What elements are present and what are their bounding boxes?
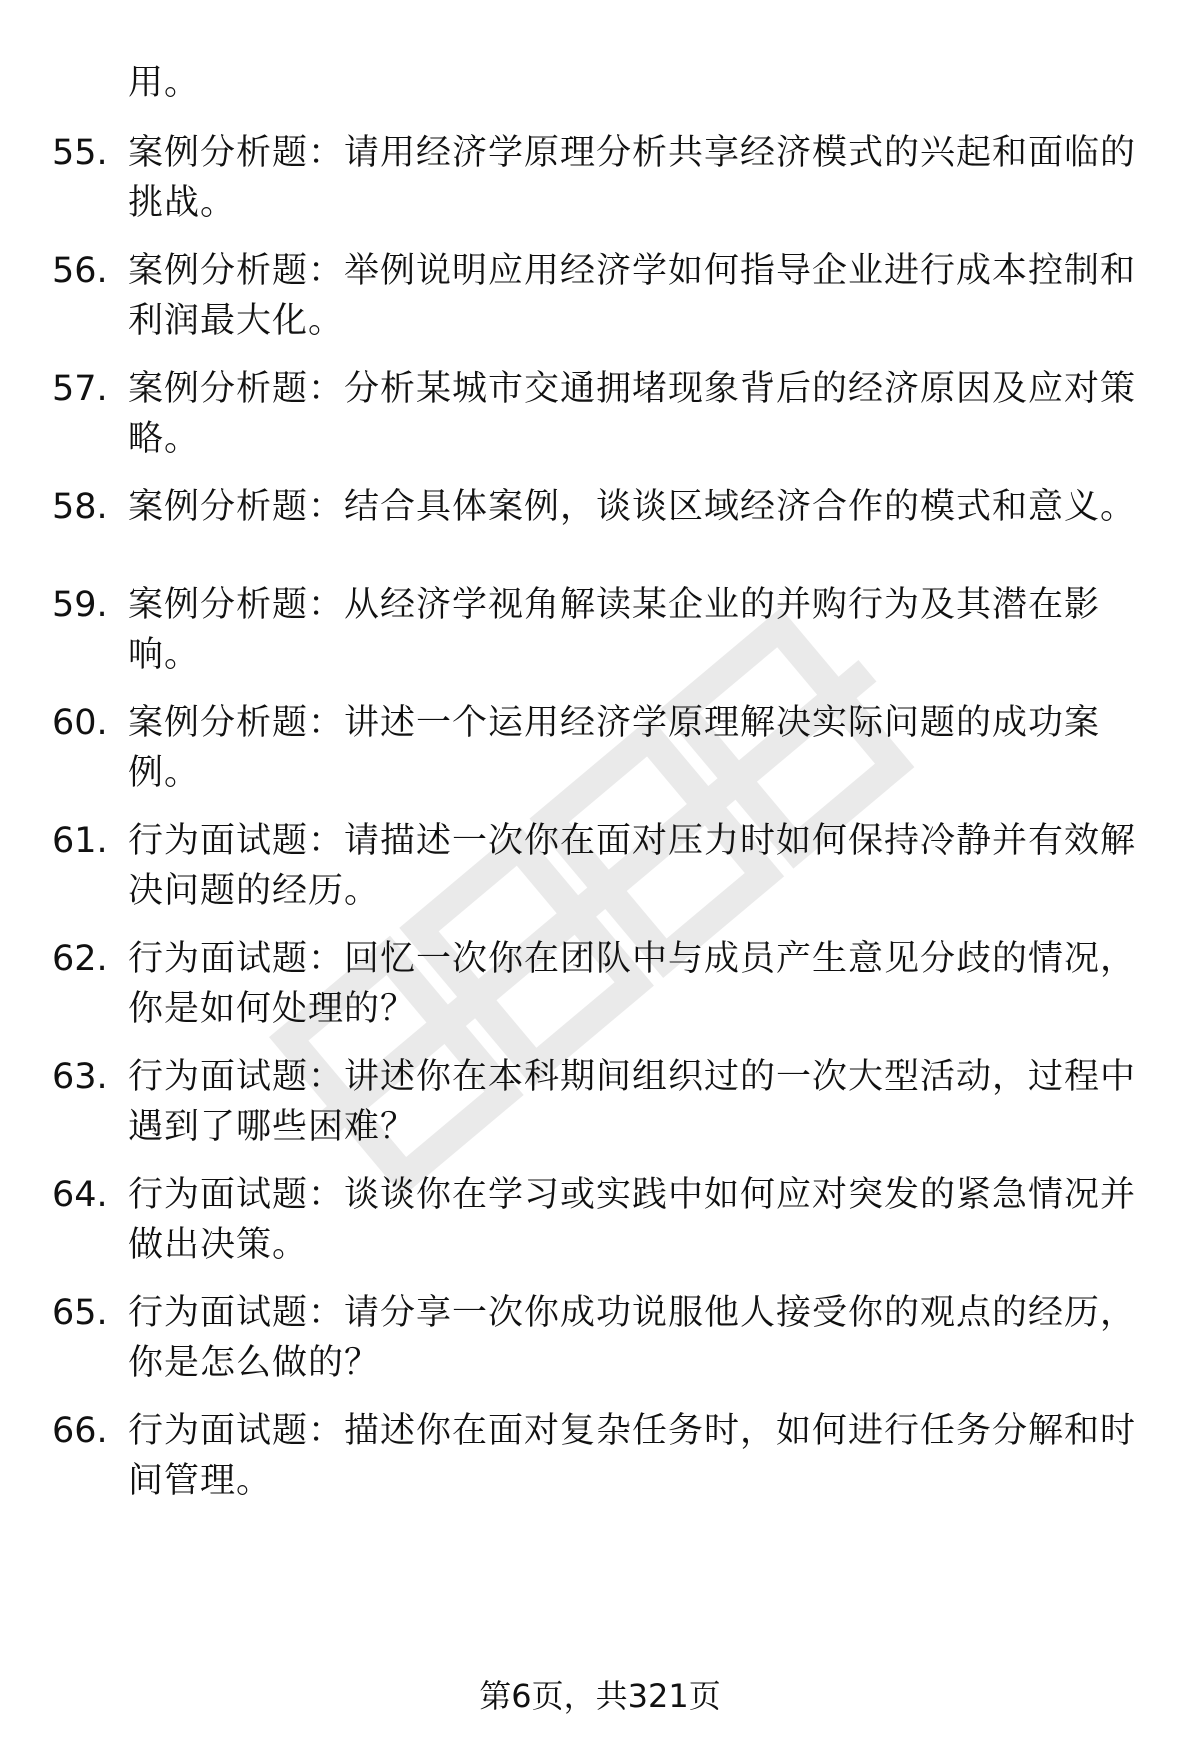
question-text: [128, 816, 1138, 916]
question-line: 遇到了哪些困难？: [128, 1107, 417, 1147]
question-text: [128, 482, 1138, 532]
question-line: 例。: [128, 753, 201, 793]
question-number: 65.: [52, 1293, 108, 1333]
question-text: [128, 1406, 1138, 1506]
question-number: 58.: [52, 487, 108, 527]
question-line: 行为面试题：请分享一次你成功说服他人接受你的观点的经历，: [128, 1293, 1137, 1333]
previous-question-continuation: 用。: [128, 63, 201, 103]
question-text: [128, 128, 1138, 228]
question-number: 59.: [52, 585, 108, 625]
question-number: 55.: [52, 133, 108, 173]
question-line: 做出决策。: [128, 1225, 309, 1265]
question-text: [128, 1170, 1138, 1270]
question-number: 57.: [52, 369, 108, 409]
question-line: 挑战。: [128, 183, 237, 223]
question-number: 64.: [52, 1175, 108, 1215]
question-number: 66.: [52, 1411, 108, 1451]
question-line: 行为面试题：请描述一次你在面对压力时如何保持冷静并有效解: [128, 821, 1137, 861]
question-line: 决问题的经历。: [128, 871, 381, 911]
question-text: [128, 1288, 1138, 1388]
question-line: 行为面试题：谈谈你在学习或实践中如何应对突发的紧急情况并: [128, 1175, 1137, 1215]
question-text: [128, 580, 1138, 680]
question-number: 63.: [52, 1057, 108, 1097]
question-line: 行为面试题：描述你在面对复杂任务时，如何进行任务分解和时: [128, 1411, 1137, 1451]
question-number: 56.: [52, 251, 108, 291]
question-line: 你是如何处理的？: [128, 989, 417, 1029]
question-line: 行为面试题：讲述你在本科期间组织过的一次大型活动，过程中: [128, 1057, 1137, 1097]
question-line: 案例分析题：从经济学视角解读某企业的并购行为及其潜在影: [128, 585, 1101, 625]
question-line: 间管理。: [128, 1461, 273, 1501]
question-line: 略。: [128, 419, 201, 459]
question-line: 你是怎么做的？: [128, 1343, 381, 1383]
question-line: 利润最大化。: [128, 301, 345, 341]
question-line: 行为面试题：回忆一次你在团队中与成员产生意见分歧的情况，: [128, 939, 1137, 979]
question-line: 响。: [128, 635, 201, 675]
page-indicator: 第6页，共321页: [479, 1677, 721, 1715]
question-text: [128, 698, 1138, 798]
question-text: [128, 246, 1138, 346]
question-text: [128, 364, 1138, 464]
page-footer: [0, 1674, 1200, 1718]
question-number: 61.: [52, 821, 108, 861]
question-line: 案例分析题：分析某城市交通拥堵现象背后的经济原因及应对策: [128, 369, 1137, 409]
question-text: [128, 934, 1138, 1034]
question-text: [128, 1052, 1138, 1152]
question-line: 案例分析题：结合具体案例，谈谈区域经济合作的模式和意义。: [128, 487, 1137, 527]
question-number: 60.: [52, 703, 108, 743]
question-line: 案例分析题：讲述一个运用经济学原理解决实际问题的成功案: [128, 703, 1101, 743]
question-number: 62.: [52, 939, 108, 979]
question-line: 案例分析题：举例说明应用经济学如何指导企业进行成本控制和: [128, 251, 1137, 291]
question-line: 案例分析题：请用经济学原理分析共享经济模式的兴起和面临的: [128, 133, 1137, 173]
